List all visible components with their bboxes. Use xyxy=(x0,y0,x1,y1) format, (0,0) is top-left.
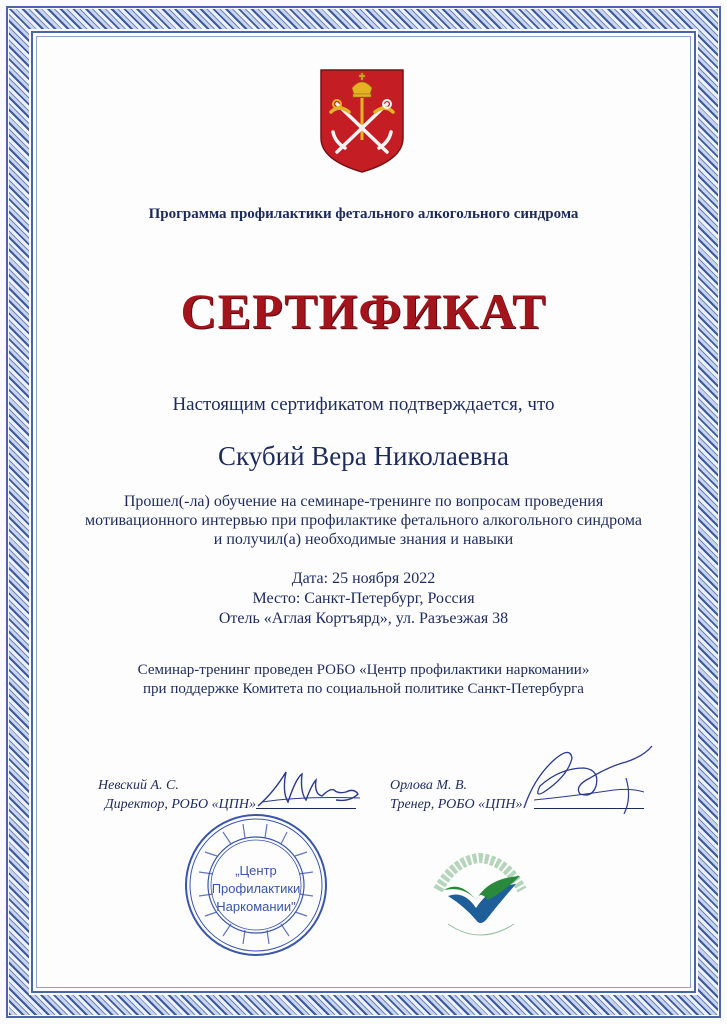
description-line: Прошел(-ла) обучение на семинаре-тренинге по вопросам проведения xyxy=(123,493,604,510)
event-date: Дата: 25 ноября 2022 xyxy=(291,570,436,587)
seminar-organizer xyxy=(0,661,727,699)
director-signature xyxy=(252,762,372,814)
signatory-director xyxy=(86,776,256,814)
recipient-name: Скубий Вера Николаевна xyxy=(218,441,509,471)
program-name: Программа профилактики фетального алкогольного синдрома xyxy=(148,206,579,222)
saint-petersburg-coat-of-arms-icon xyxy=(319,68,405,174)
signatory-name: Невский А. С. xyxy=(98,778,179,793)
signatory-role: Тренер, РОБО «ЦПН» xyxy=(390,797,523,812)
stamp-line: „Центр xyxy=(235,863,277,878)
organizer-line: при поддержке Комитета по социальной политике Санкт-Петербурга xyxy=(143,681,584,697)
event-place: Место: Санкт-Петербург, Россия xyxy=(252,590,475,607)
stamp-line: Наркомании" xyxy=(216,899,296,914)
stamp-text xyxy=(183,862,329,916)
training-description xyxy=(50,492,677,549)
signatory-role: Директор, РОБО «ЦПН» xyxy=(104,797,256,812)
description-line: мотивационного интервью при профилактике фетального алкогольного синдрома xyxy=(85,512,642,529)
signatory-name: Орлова М. В. xyxy=(390,778,468,793)
confirmation-text: Настоящим сертификатом подтверждается, что xyxy=(172,394,555,415)
stamp-line: Профилактики xyxy=(211,881,301,896)
event-hotel: Отель «Аглая Кортъярд», ул. Разъезжая 38 xyxy=(218,610,509,627)
certificate-title: СЕРТИФИКАТ xyxy=(180,283,547,339)
center-prevention-logo-icon xyxy=(424,850,536,950)
event-details xyxy=(0,569,727,629)
organizer-line: Семинар-тренинг проведен РОБО «Центр профилактики наркомании» xyxy=(137,662,590,678)
trainer-signature xyxy=(514,738,664,818)
description-line: и получил(а) необходимые знания и навыки xyxy=(213,531,514,548)
